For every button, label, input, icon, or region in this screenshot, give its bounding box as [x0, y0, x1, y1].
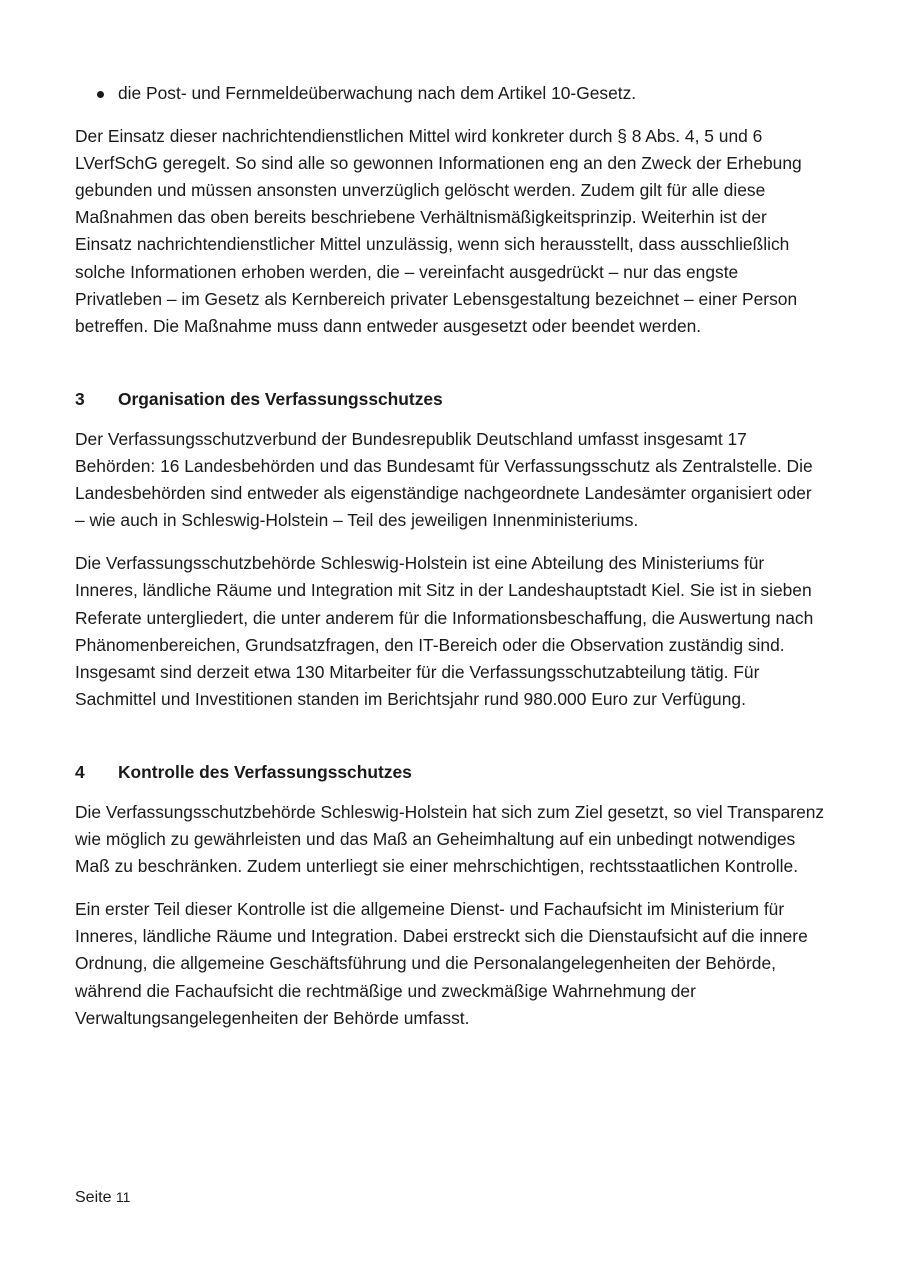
paragraph: Der Einsatz dieser nachrichtendienstlichen Mittel wird konkreter durch § 8 Abs. 4, 5 und 6 LVerfSchG geregelt. So sind alle so gewonnen Informationen eng an den Zweck der Erhebung gebunden und müssen ansonsten unverzüglich gelöscht werden. Zudem gilt für alle diese Maßnahmen das oben bereits beschriebene Verhältnismäßigkeitsprinzip. Weiterhin ist der Einsatz nachrichtendienstlicher Mittel unzulässig, wenn sich herausstellt, dass ausschließlich solche Informationen erhoben werden, die – vereinfacht ausgedrückt – nur das engste Privatleben – im Gesetz als Kernbereich privater Lebensgestaltung bezeichnet – einer Person betreffen. Die Maßnahme muss dann entweder ausgesetzt oder beendet werden.	[75, 126, 802, 336]
bullet-list	[75, 80, 825, 107]
bullet-item	[75, 80, 825, 107]
section-title: Organisation des Verfassungsschutzes	[118, 388, 443, 409]
paragraph: Die Verfassungsschutzbehörde Schleswig-Holstein hat sich zum Ziel gesetzt, so viel Transparenz wie möglich zu gewährleisten und das Maß an Geheimhaltung auf ein unbedingt notwendiges Maß zu beschränken. Zudem unterliegt sie einer mehrschichtigen, rechtsstaatlichen Kontrolle.	[75, 801, 825, 877]
footer-label: Seite	[75, 1189, 112, 1206]
page-content	[75, 80, 825, 1032]
section-number: 3	[75, 388, 85, 409]
section-heading-3	[75, 386, 825, 413]
paragraph: Die Verfassungsschutzbehörde Schleswig-Holstein ist eine Abteilung des Ministeriums für Inneres, ländliche Räume und Integration mit Sitz in der Landeshauptstadt Kiel. Sie ist in sieben Referate untergliedert, die unter anderem für die Informationsbeschaffung, die Auswertung nach Phänomenbereichen, Grundsatzfragen, den IT-Bereich oder die Observation zuständig sind. Insgesamt sind derzeit etwa 130 Mitarbeiter für die Verfassungsschutzabteilung tätig. Für Sachmittel und Investitionen standen im Berichtsjahr rund 980.000 Euro zur Verfügung.	[75, 553, 814, 709]
section-number: 4	[75, 761, 85, 782]
bullet-text: die Post- und Fernmeldeüberwachung nach dem Artikel 10-Gesetz.	[118, 83, 637, 103]
section-title: Kontrolle des Verfassungsschutzes	[118, 761, 412, 782]
paragraph: Der Verfassungsschutzverbund der Bundesrepublik Deutschland umfasst insgesamt 17 Behörden: 16 Landesbehörden und das Bundesamt für Verfassungsschutz als Zentralstelle. Die Landesbehörden sind entweder als eigenständige nachgeordnete Landesämter organisiert oder – wie auch in Schleswig-Holstein – Teil des jeweiligen Innenministeriums.	[75, 428, 813, 531]
bullet-dot-icon	[97, 91, 104, 98]
paragraph: Ein erster Teil dieser Kontrolle ist die allgemeine Dienst- und Fachaufsicht im Ministerium für Inneres, ländliche Räume und Integration. Dabei erstreckt sich die Dienstaufsicht auf die innere Ordnung, die allgemeine Geschäftsführung und die Personalangelegenheiten der Behörde, während die Fachaufsicht die rechtmäßige und zweckmäßige Wahrnehmung der Verwaltungsangelegenheiten der Behörde umfasst.	[75, 899, 808, 1028]
page-footer	[75, 1186, 130, 1209]
section-heading-4	[75, 759, 825, 786]
page-number: 11	[115, 1189, 131, 1205]
